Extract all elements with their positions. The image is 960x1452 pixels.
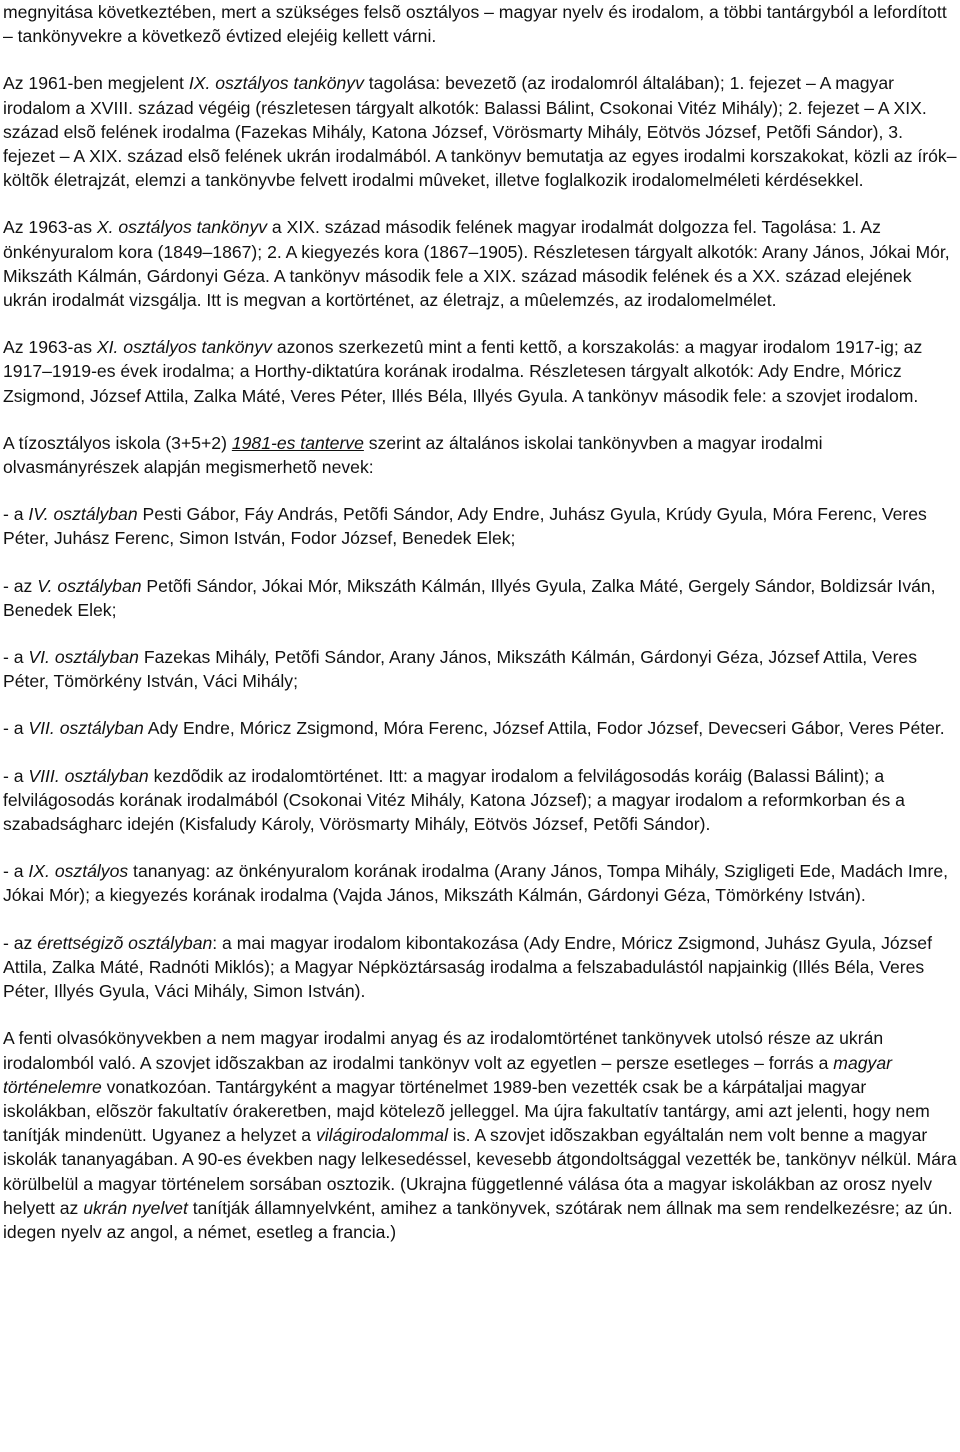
paragraph-ix-textbook-1961 bbox=[3, 71, 957, 192]
italic-text: ukrán nyelvet bbox=[83, 1197, 188, 1218]
text-run: - az bbox=[3, 932, 38, 953]
text-run: Fazekas Mihály, Petõfi Sándor, Arany János, Mikszáth Kálmán, Gárdonyi Géza, József Attila, Veres Péter, Tömörkény István, Váci Mihály; bbox=[3, 647, 918, 692]
text-run: vonatkozóan. Tantárgyként a magyar történelmet 1989-ben vezették csak be a kárpátaljai magyar iskolákban, elõször fakultatív órakeretben, majd kötelezõ jelleggel. Ma újra fakultatív tantárgy, ami azt jelenti, hogy nem tanítják mindenütt. Ugyanez a helyzet a bbox=[3, 1076, 930, 1146]
text-run: Az 1963-as bbox=[3, 217, 97, 238]
text-run: tagolása: bevezetõ (az irodalomról általában); 1. fejezet – A magyar irodalom a XVIII. század végéig (részletesen tárgyalt alkotók: Balassi Bálint, Csokonai Vitéz Mihály); 2. fejezet – A XIX. század elsõ felének irodalma (Fazekas Mihály, Katona József, Vörösmarty Mihály, Eötvös József, Petõfi Sándor), 3. fejezet – A XIX. század elsõ felének ukrán irodalmából. A tankönyv bemutatja az egyes irodalmi korszakokat, közli az írók–költõk életrajzát, elemzi a tankönyvbe felvett irodalmi mûveket, illetve foglalkozik irodalomelméleti kérdésekkel. bbox=[3, 73, 957, 191]
document-page bbox=[3, 0, 957, 1267]
text-run: Az 1961-ben megjelent bbox=[3, 73, 189, 94]
text-run: Ady Endre, Móricz Zsigmond, Móra Ferenc, József Attila, Fodor József, Devecseri Gábor, Veres Péter. bbox=[143, 718, 945, 739]
paragraph-grade-ix bbox=[3, 859, 957, 907]
text-run: tananyag: az önkényuralom korának irodalma (Arany János, Tompa Mihály, Szigligeti Ede, Madách Imre, Jókai Mór); a kiegyezés korának irodalma (Vajda János, Mikszáth Kálmán, Gárdonyi Géza, Tömörkény István). bbox=[3, 861, 948, 906]
text-run: : a mai magyar irodalom kibontakozása (Ady Endre, Móricz Zsigmond, Juhász Gyula, József Attila, Zalka Máté, Radnóti Miklós); a Magyar Népköztársaság irodalma a felszabadulástól napjainkig (Illés Béla, Veres Péter, Illyés Gyula, Váci Mihály, Simon István). bbox=[3, 932, 932, 1002]
text-run: is. A szovjet idõszakban egyáltalán nem volt benne a magyar iskolák tananyagában. A 90-es években nagy lelkesedéssel, kevesebb átgondoltsággal vezették be, tankönyv nélkül. Mára körülbelül a magyar történelem sorsában osztozik. (Ukrajna függetlenné válása óta a magyar iskolákban az orosz nyelv helyett az bbox=[3, 1125, 957, 1218]
text-run: - a bbox=[3, 765, 29, 786]
underlined-text: 1981-es tanterve bbox=[231, 432, 364, 453]
text-run: A fenti olvasókönyvekben a nem magyar irodalmi anyag és az irodalomtörténet tankönyvek utolsó része az ukrán irodalomból való. A szovjet idõszakban az irodalmi tankönyv volt az egyetlen – persze esetleges – forrás a bbox=[3, 1028, 884, 1073]
paragraph-grade-v bbox=[3, 574, 957, 622]
paragraph-grade-viii bbox=[3, 764, 957, 837]
text-run: - a bbox=[3, 504, 29, 525]
text-run: Petõfi Sándor, Jókai Mór, Mikszáth Kálmán, Illyés Gyula, Zalka Máté, Gergely Sándor, Boldizsár Iván, Benedek Elek; bbox=[3, 575, 936, 620]
text-run: - az bbox=[3, 575, 38, 596]
paragraph-x-textbook-1963 bbox=[3, 215, 957, 312]
text-run: A tízosztályos iskola (3+5+2) bbox=[3, 432, 232, 453]
text-run: megnyitása következtében, mert a szükséges felsõ osztályos – magyar nyelv és irodalom, a többi tantárgyból a lefordított – tankönyvekre a következõ évtized elejéig kellett várni. bbox=[3, 2, 947, 47]
italic-text: VI. osztályban bbox=[28, 647, 139, 668]
italic-text: V. osztályban bbox=[37, 575, 142, 596]
text-run: kezdõdik az irodalomtörténet. Itt: a magyar irodalom a felvilágosodás koráig (Balassi Bálint); a felvilágosodás korának irodalmából (Csokonai Vitéz Mihály, Katona József); a magyar irodalom a reformkorban és a szabadságharc idején (Kisfaludy Károly, Vörösmarty Mihály, Eötvös József, Petõfi Sándor). bbox=[3, 765, 905, 835]
text-run: Az 1963-as bbox=[3, 337, 97, 358]
paragraph-conclusion bbox=[3, 1026, 957, 1244]
italic-text: magyar történelemre bbox=[3, 1052, 892, 1097]
text-run: tanítják államnyelvként, amihez a tankönyvek, szótárak nem állnak ma sem rendelkezésre; az ún. idegen nyelv az angol, a német, esetleg a francia.) bbox=[3, 1197, 953, 1242]
paragraph-graduating-class bbox=[3, 931, 957, 1004]
text-run: - a bbox=[3, 647, 29, 668]
italic-text: IX. osztályos bbox=[28, 861, 129, 882]
text-run: - a bbox=[3, 861, 29, 882]
italic-text: XI. osztályos tankönyv bbox=[96, 337, 272, 358]
italic-text: IX. osztályos tankönyv bbox=[188, 73, 364, 94]
paragraph-intro-continuation bbox=[3, 0, 957, 48]
text-run: a XIX. század második felének magyar irodalmát dolgozza fel. Tagolása: 1. Az önkényuralom kora (1849–1867); 2. A kiegyezés kora (1867–1905). Részletesen tárgyalt alkotók: Arany János, Jókai Mór, Mikszáth Kálmán, Gárdonyi Géza. A tankönyv második fele a XIX. század második felének és a XX. század elejének ukrán irodalmát vizsgálja. Itt is megvan a kortörténet, az életrajz, a mûelemzés, az irodalomelmélet. bbox=[3, 217, 950, 311]
italic-text: VII. osztályban bbox=[28, 718, 144, 739]
italic-text: érettségizõ osztályban bbox=[37, 932, 213, 953]
text-run: Pesti Gábor, Fáy András, Petõfi Sándor, Ady Endre, Juhász Gyula, Krúdy Gyula, Móra Ferenc, Veres Péter, Juhász Ferenc, Simon István, Fodor József, Benedek Elek; bbox=[3, 504, 927, 549]
text-run: - a bbox=[3, 718, 29, 739]
paragraph-xi-textbook-1963 bbox=[3, 335, 957, 408]
italic-text: IV. osztályban bbox=[28, 504, 138, 525]
paragraph-grade-vi bbox=[3, 645, 957, 693]
text-run: azonos szerkezetû mint a fenti kettõ, a korszakolás: a magyar irodalom 1917-ig; az 1917–1919-es évek irodalma; a Horthy-diktatúra korának irodalma. Részletesen tárgyalt alkotók: Ady Endre, Móricz Zsigmond, József Attila, Zalka Máté, Veres Péter, Illés Béla, Illyés Gyula. A tankönyv második fele: a szovjet irodalom. bbox=[3, 337, 923, 406]
paragraph-grade-iv bbox=[3, 502, 957, 550]
italic-text: X. osztályos tankönyv bbox=[96, 217, 268, 238]
paragraph-curriculum-1981 bbox=[3, 431, 957, 479]
paragraph-grade-vii bbox=[3, 716, 957, 740]
text-run: szerint az általános iskolai tankönyvben a magyar irodalmi olvasmányrészek alapján megismerhetõ nevek: bbox=[3, 432, 823, 478]
italic-text: VIII. osztályban bbox=[28, 765, 149, 786]
italic-text: világirodalommal bbox=[315, 1125, 448, 1146]
